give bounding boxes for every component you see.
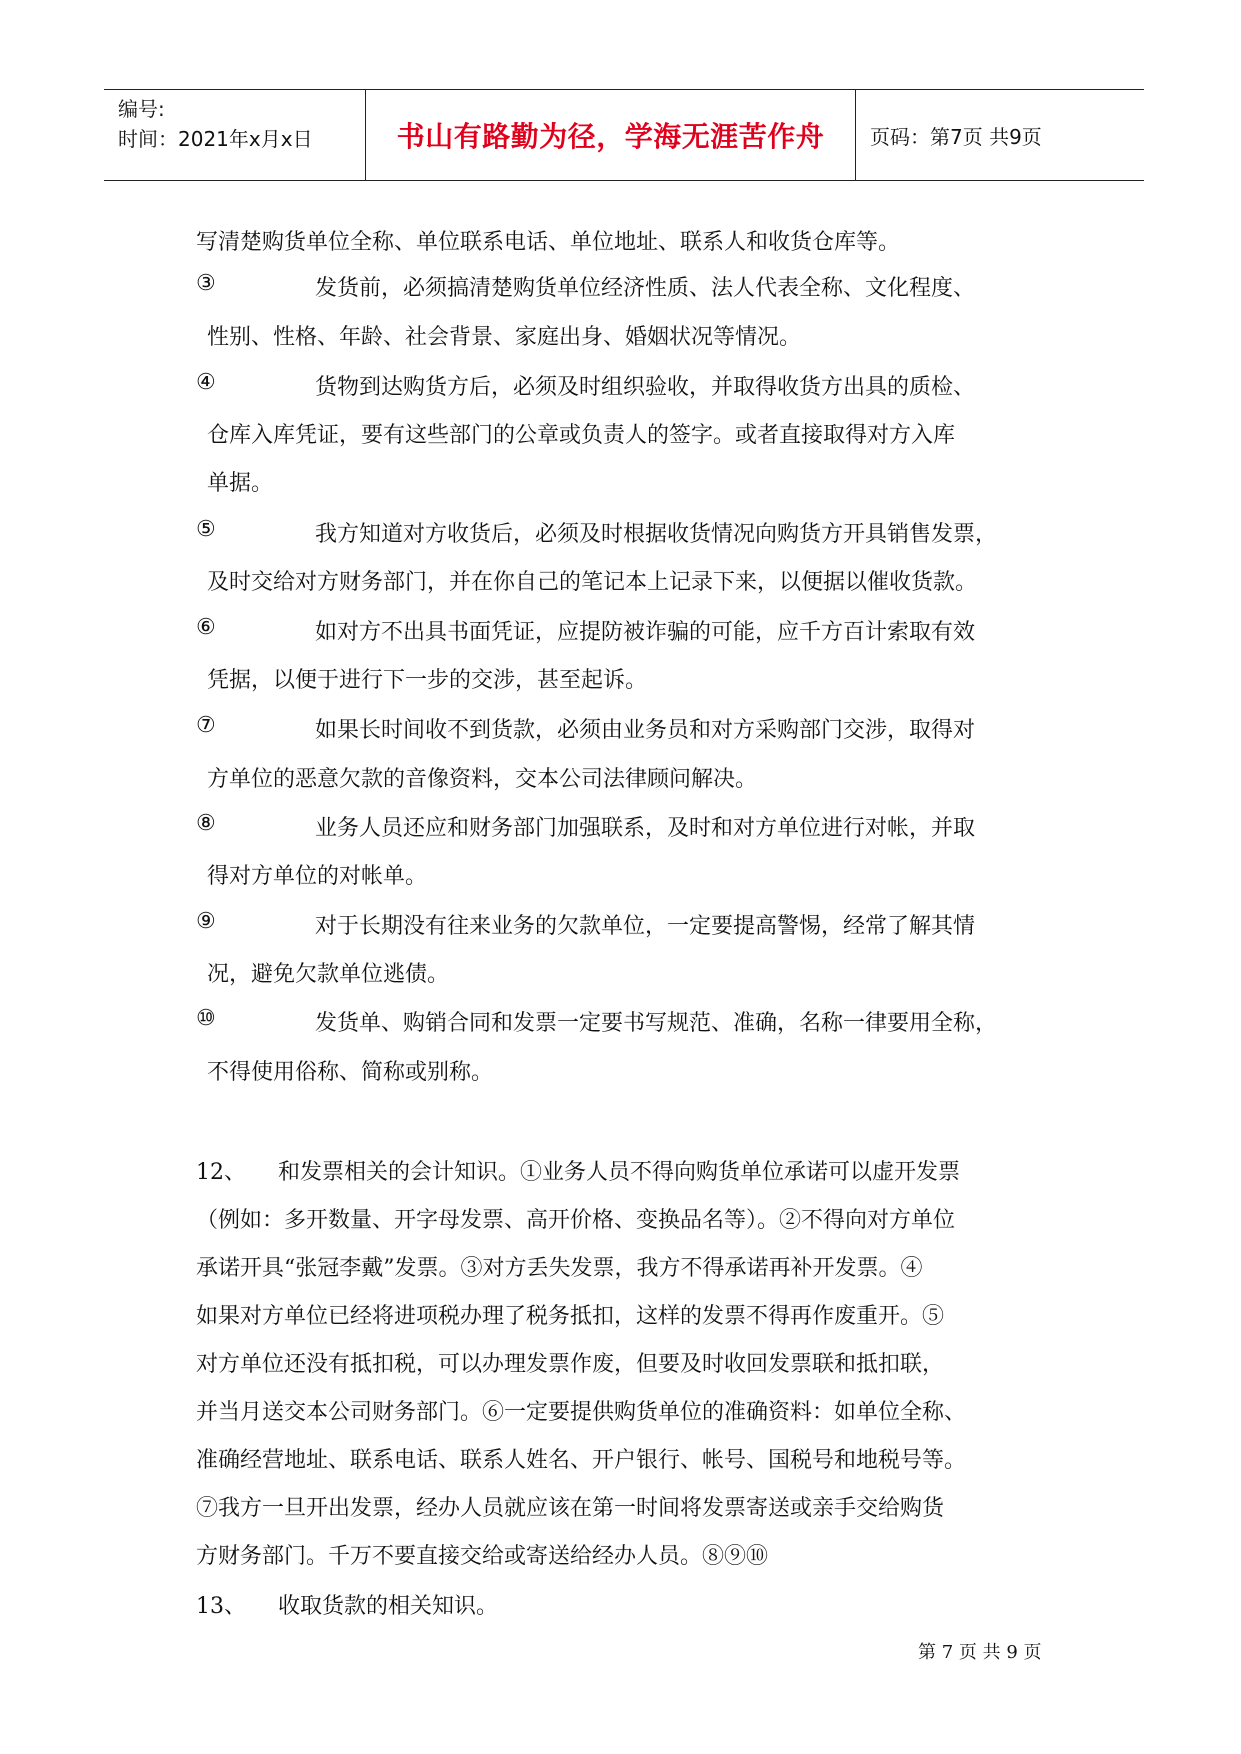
serial-number-label: 编号:: [118, 97, 165, 121]
item-number: ⑧: [196, 811, 216, 836]
item-text-line: 单据。: [207, 471, 274, 496]
item-text-line: 如果长时间收不到货款，必须由业务员和对方采购部门交涉，取得对: [315, 718, 976, 743]
item-text-line: 货物到达购货方后，必须及时组织验收，并取得收货方出具的质检、: [315, 375, 976, 400]
item-number: ④: [196, 370, 216, 395]
section-text-line: ⑦我方一旦开出发票，经办人员就应该在第一时间将发票寄送或亲手交给购货: [196, 1496, 945, 1521]
item-text-line: 发货前，必须搞清楚购货单位经济性质、法人代表全称、文化程度、: [315, 276, 976, 301]
date-label: 时间：2021年x月x日: [118, 127, 313, 151]
page-header: [104, 89, 1144, 181]
section-text-line: 和发票相关的会计知识。①业务人员不得向购货单位承诺可以虚开发票: [278, 1160, 961, 1185]
intro-line: 写清楚购货单位全称、单位联系电话、单位地址、联系人和收货仓库等。: [196, 230, 901, 255]
section-number: 12、: [196, 1160, 246, 1185]
header-page-number: 页码：第7页 共9页: [870, 124, 1042, 149]
section-text-line: 对方单位还没有抵扣税，可以办理发票作废，但要及时收回发票联和抵扣联，: [196, 1352, 945, 1377]
section-text-line: 准确经营地址、联系电话、联系人姓名、开户银行、帐号、国税号和地税号等。: [196, 1448, 967, 1473]
item-number: ⑤: [196, 517, 216, 542]
section-text-line: （例如：多开数量、开字母发票、高开价格、变换品名等）。②不得向对方单位: [196, 1208, 956, 1233]
item-text-line: 况，避免欠款单位逃债。: [207, 962, 450, 987]
item-text-line: 对于长期没有往来业务的欠款单位，一定要提高警惕，经常了解其情: [315, 914, 976, 939]
section-text-line: 方财务部门。千万不要直接交给或寄送给经办人员。⑧⑨⑩: [196, 1544, 769, 1569]
item-text-line: 业务人员还应和财务部门加强联系，及时和对方单位进行对帐，并取: [315, 816, 976, 841]
item-text-line: 方单位的恶意欠款的音像资料，交本公司法律顾问解决。: [207, 767, 758, 792]
item-number: ③: [196, 271, 216, 296]
header-motto: 书山有路勤为径，学海无涯苦作舟: [366, 90, 856, 180]
item-text-line: 得对方单位的对帐单。: [207, 864, 428, 889]
section-text-line: 承诺开具“张冠李戴”发票。③对方丢失发票，我方不得承诺再补开发票。④: [196, 1256, 923, 1281]
item-number: ⑥: [196, 615, 216, 640]
section-number: 13、: [196, 1594, 246, 1619]
item-number: ⑩: [196, 1006, 216, 1031]
item-text-line: 我方知道对方收货后，必须及时根据收货情况向购货方开具销售发票，: [315, 522, 998, 547]
item-text-line: 发货单、购销合同和发票一定要书写规范、准确，名称一律要用全称，: [315, 1011, 998, 1036]
section-text-line: 收取货款的相关知识。: [278, 1594, 499, 1619]
item-number: ⑦: [196, 713, 216, 738]
item-text-line: 如对方不出具书面凭证，应提防被诈骗的可能，应千方百计索取有效: [315, 620, 976, 645]
item-text-line: 性别、性格、年龄、社会背景、家庭出身、婚姻状况等情况。: [207, 325, 802, 350]
item-text-line: 不得使用俗称、简称或别称。: [207, 1060, 494, 1085]
section-text-line: 并当月送交本公司财务部门。⑥一定要提供购货单位的准确资料：如单位全称、: [196, 1400, 967, 1425]
item-text-line: 及时交给对方财务部门，并在你自己的笔记本上记录下来，以便据以催收货款。: [207, 570, 978, 595]
header-meta: [104, 90, 366, 180]
item-number: ⑨: [196, 909, 216, 934]
page-footer: 第 7 页 共 9 页: [918, 1642, 1042, 1663]
item-text-line: 凭据，以便于进行下一步的交涉，甚至起诉。: [207, 668, 648, 693]
section-text-line: 如果对方单位已经将进项税办理了税务抵扣，这样的发票不得再作废重开。⑤: [196, 1304, 945, 1329]
item-text-line: 仓库入库凭证，要有这些部门的公章或负责人的签字。或者直接取得对方入库: [207, 423, 956, 448]
